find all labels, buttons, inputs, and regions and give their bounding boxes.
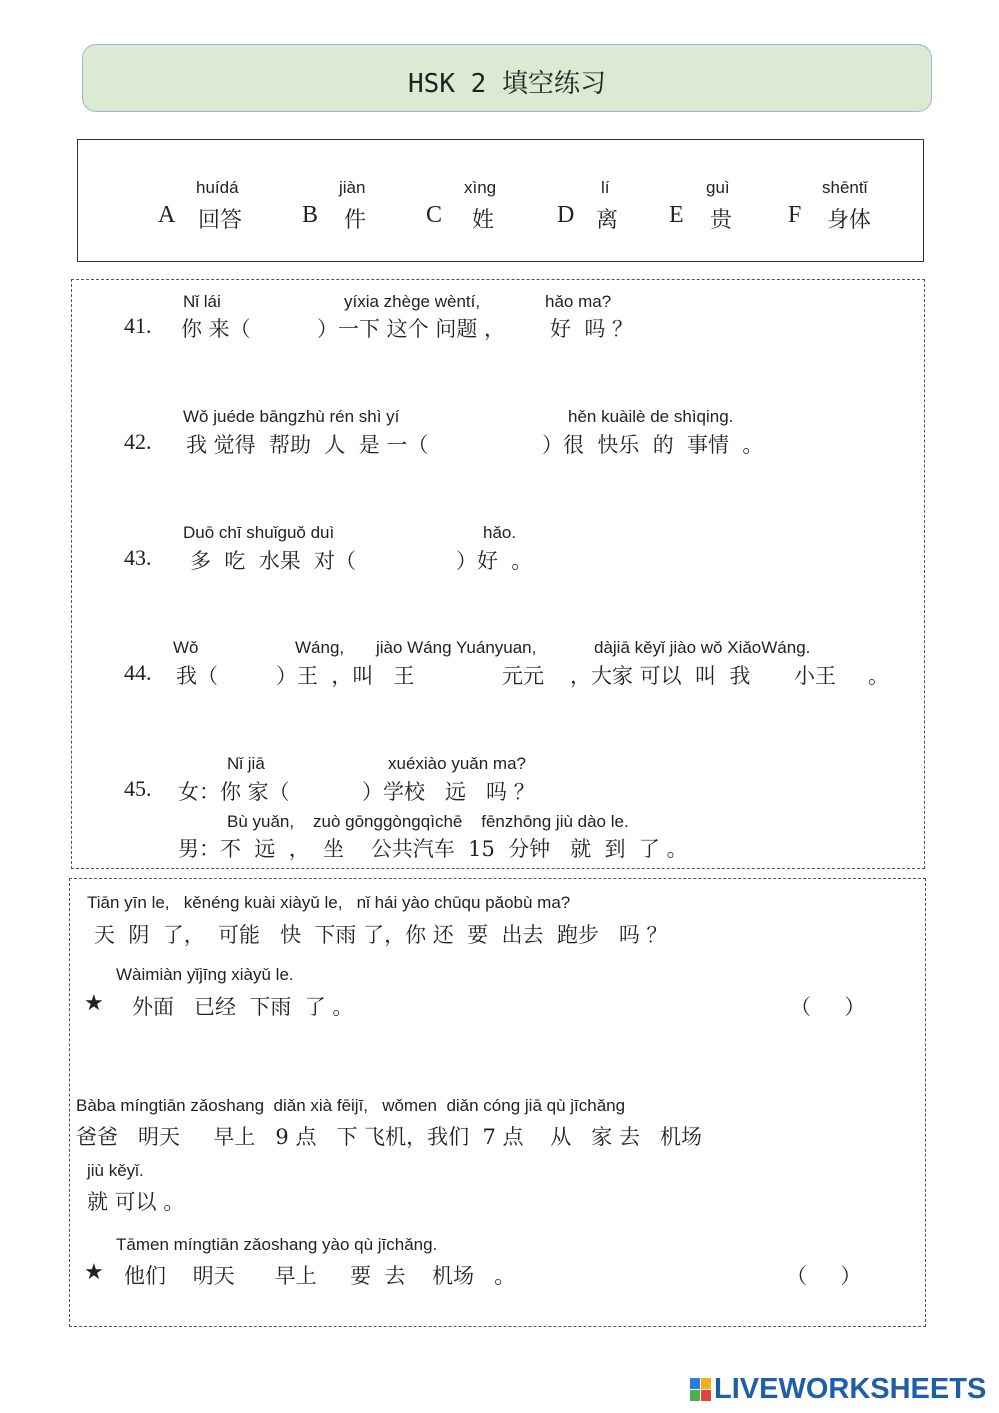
q41-pinyin-1: Nǐ lái bbox=[183, 292, 221, 311]
judge2-statement-text: 他们 明天 早上 要 去 机场 。 bbox=[124, 1264, 516, 1288]
judge2-answer-blank[interactable]: （ ） bbox=[786, 1264, 862, 1288]
option-d-pinyin: lí bbox=[601, 178, 610, 197]
option-f-letter: F bbox=[788, 202, 802, 228]
q45-pinyin-a-2: xuéxiào yuǎn ma? bbox=[388, 754, 526, 773]
q44-text-1: 我（ bbox=[176, 664, 218, 688]
option-e-pinyin: guì bbox=[706, 178, 730, 197]
q45-pinyin-a-1: Nǐ jiā bbox=[227, 754, 265, 773]
q44-text-3: 元元 bbox=[502, 664, 544, 688]
q41-pinyin-2: yíxia zhège wèntí, bbox=[344, 292, 481, 311]
page-title: HSK 2 填空练习 bbox=[408, 69, 606, 99]
q44-pinyin-3: jiào Wáng Yuányuan, bbox=[376, 638, 537, 657]
q45-text-a-1: 女：你 家（ bbox=[178, 780, 290, 804]
option-c-letter: C bbox=[426, 202, 443, 228]
star-icon: ★ bbox=[84, 1260, 104, 1285]
judge2-context-text: 爸爸 明天 早上 9 点 下 飞机，我们 7 点 从 家 去 机场 bbox=[76, 1125, 702, 1149]
q43-pinyin-2: hǎo. bbox=[483, 523, 517, 542]
q42-number: 42. bbox=[124, 429, 152, 454]
option-a-letter: A bbox=[158, 202, 176, 228]
option-d-word: 离 bbox=[596, 208, 619, 233]
q44-number: 44. bbox=[124, 660, 152, 685]
judge2-statement-pinyin: Tāmen míngtiān zǎoshang yào qù jīchǎng. bbox=[116, 1235, 438, 1254]
judge1-statement-pinyin: Wàimiàn yǐjīng xiàyǔ le. bbox=[116, 965, 294, 984]
option-b-letter: B bbox=[302, 202, 319, 228]
q42-pinyin-2: hěn kuàilè de shìqing. bbox=[568, 407, 734, 426]
q44-text-5: 小王 bbox=[794, 664, 836, 688]
judge2-context-pinyin: Bàba míngtiān zǎoshang diǎn xià fēijī, wǒmen diǎn cóng jiā qù jīchǎng bbox=[76, 1096, 626, 1115]
option-b-pinyin: jiàn bbox=[339, 178, 366, 197]
q43-text-1: 多 吃 水果 对（ bbox=[190, 549, 357, 573]
q41-text-2: ）一下 这个 问题 ， bbox=[317, 317, 506, 341]
judge-section bbox=[69, 878, 926, 1327]
q44-pinyin-1: Wǒ bbox=[173, 638, 199, 657]
q44-pinyin-2: Wáng, bbox=[295, 638, 345, 657]
liveworksheets-icon bbox=[690, 1378, 710, 1400]
judge1-context-text: 天 阴 了， 可能 快 下雨 了，你 还 要 出去 跑步 吗 ？ bbox=[94, 923, 668, 947]
q41-pinyin-3: hǎo ma? bbox=[545, 292, 612, 311]
judge1-answer-blank[interactable]: （ ） bbox=[790, 995, 866, 1019]
q43-pinyin-1: Duō chī shuǐguǒ duì bbox=[183, 523, 335, 542]
option-d-letter: D bbox=[557, 202, 575, 228]
option-a-pinyin: huídá bbox=[196, 178, 239, 197]
q44-text-2: ）王 ，叫 王 bbox=[276, 664, 415, 688]
fill-in-section bbox=[71, 279, 925, 869]
option-c-pinyin: xìng bbox=[464, 178, 497, 197]
star-icon: ★ bbox=[84, 991, 104, 1016]
judge1-statement-text: 外面 已经 下雨 了 。 bbox=[132, 995, 354, 1019]
q45-number: 45. bbox=[124, 776, 152, 801]
judge2-context-text-2: 就 可以 。 bbox=[87, 1190, 185, 1214]
q44-text-4: ，大家 可以 叫 我 bbox=[570, 664, 751, 688]
option-f-word: 身体 bbox=[827, 208, 872, 233]
option-e-letter: E bbox=[669, 202, 684, 228]
title-banner bbox=[82, 44, 932, 112]
q44-text-6: 。 bbox=[868, 664, 889, 688]
liveworksheets-wordmark: LIVEWORKSHEETS bbox=[714, 1372, 987, 1405]
liveworksheets-logo[interactable] bbox=[690, 1372, 986, 1406]
q44-pinyin-4: dàjiā kěyǐ jiào wǒ XiǎoWáng. bbox=[594, 638, 811, 657]
word-bank bbox=[77, 139, 924, 262]
q45-text-b: 男：不 远 ， 坐 公共汽车 15 分钟 就 到 了 。 bbox=[178, 837, 688, 861]
option-c-word: 姓 bbox=[472, 208, 495, 233]
q42-text-1: 我 觉得 帮助 人 是 一（ bbox=[186, 433, 429, 457]
q45-pinyin-b: Bù yuǎn, zuò gōnggòngqìchē fēnzhōng jiù dào le. bbox=[227, 812, 629, 831]
q43-text-2: ）好 。 bbox=[456, 549, 533, 573]
q41-text-1: 你 来（ bbox=[181, 317, 251, 341]
judge1-context-pinyin: Tiān yīn le, kěnéng kuài xiàyǔ le, nǐ hái yào chūqu pǎobù ma? bbox=[87, 893, 571, 912]
q42-text-2: ）很 快乐 的 事情 。 bbox=[542, 433, 764, 457]
q45-text-a-2: ）学校 远 吗 ？ bbox=[362, 780, 535, 804]
option-b-word: 件 bbox=[344, 208, 367, 233]
q41-number: 41. bbox=[124, 313, 152, 338]
q42-pinyin-1: Wǒ juéde bāngzhù rén shì yí bbox=[183, 407, 400, 426]
option-a-word: 回答 bbox=[198, 208, 243, 233]
option-f-pinyin: shēntǐ bbox=[822, 178, 868, 197]
option-e-word: 贵 bbox=[710, 208, 733, 233]
q43-number: 43. bbox=[124, 545, 152, 570]
judge2-context-pinyin-2: jiù kěyǐ. bbox=[87, 1161, 144, 1180]
q41-text-3: 好 吗 ？ bbox=[550, 317, 634, 341]
